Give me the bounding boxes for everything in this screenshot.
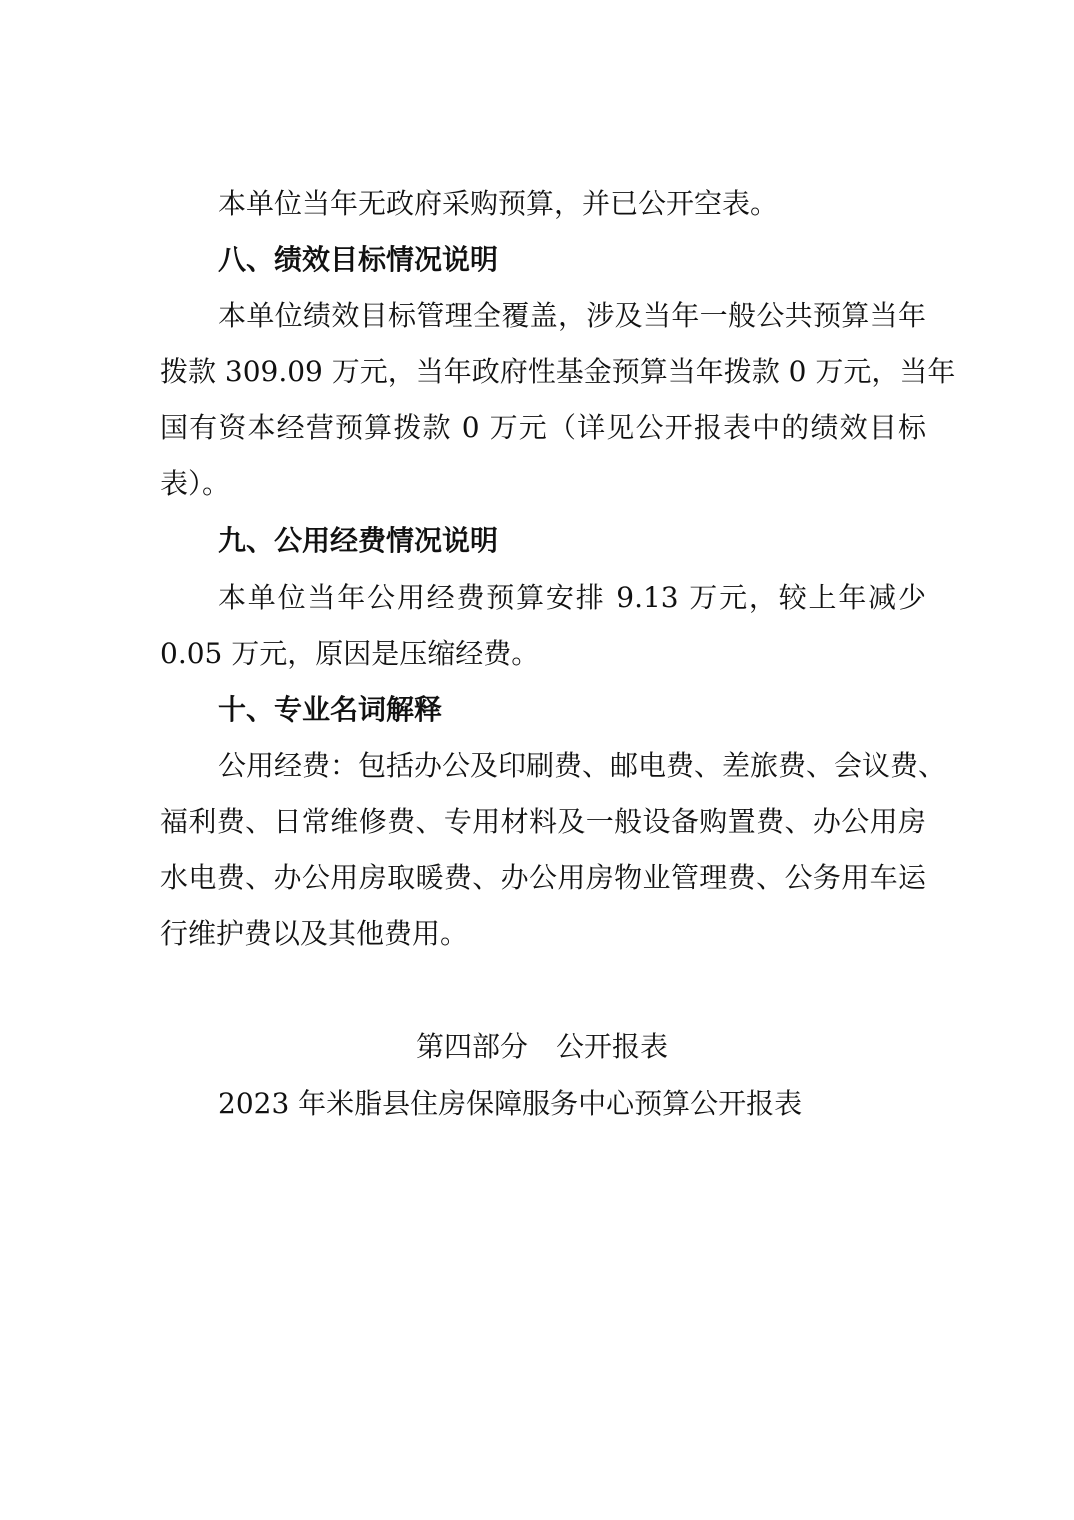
section-heading-performance: 八、绩效目标情况说明 xyxy=(218,243,499,276)
glossary-paragraph-line-4: 行维护费以及其他费用。 xyxy=(160,917,469,950)
public-funds-paragraph-line-1: 本单位当年公用经费预算安排 9.13 万元，较上年减少 xyxy=(218,581,926,614)
glossary-paragraph-line-1: 公用经费：包括办公及印刷费、邮电费、差旅费、会议费、 xyxy=(218,749,947,782)
performance-paragraph-line-3: 国有资本经营预算拨款 0 万元（详见公开报表中的绩效目标 xyxy=(160,411,926,444)
section-heading-public-funds: 九、公用经费情况说明 xyxy=(218,524,499,557)
section-heading-glossary: 十、专业名词解释 xyxy=(218,693,443,726)
glossary-paragraph-line-3: 水电费、办公用房取暖费、办公用房物业管理费、公务用车运 xyxy=(160,861,926,894)
public-funds-paragraph-line-2: 0.05 万元，原因是压缩经费。 xyxy=(160,637,540,670)
performance-paragraph-line-4: 表）。 xyxy=(160,467,231,500)
glossary-paragraph-line-2: 福利费、日常维修费、专用材料及一般设备购置费、办公用房 xyxy=(160,805,926,838)
procurement-paragraph: 本单位当年无政府采购预算，并已公开空表。 xyxy=(218,187,779,220)
part-four-title: 第四部分 公开报表 xyxy=(415,1030,668,1063)
part-four-subtitle: 2023 年米脂县住房保障服务中心预算公开报表 xyxy=(218,1087,803,1120)
performance-paragraph-line-2: 拨款 309.09 万元，当年政府性基金预算当年拨款 0 万元，当年 xyxy=(160,355,956,388)
performance-paragraph-line-1: 本单位绩效目标管理全覆盖，涉及当年一般公共预算当年 xyxy=(218,299,926,332)
